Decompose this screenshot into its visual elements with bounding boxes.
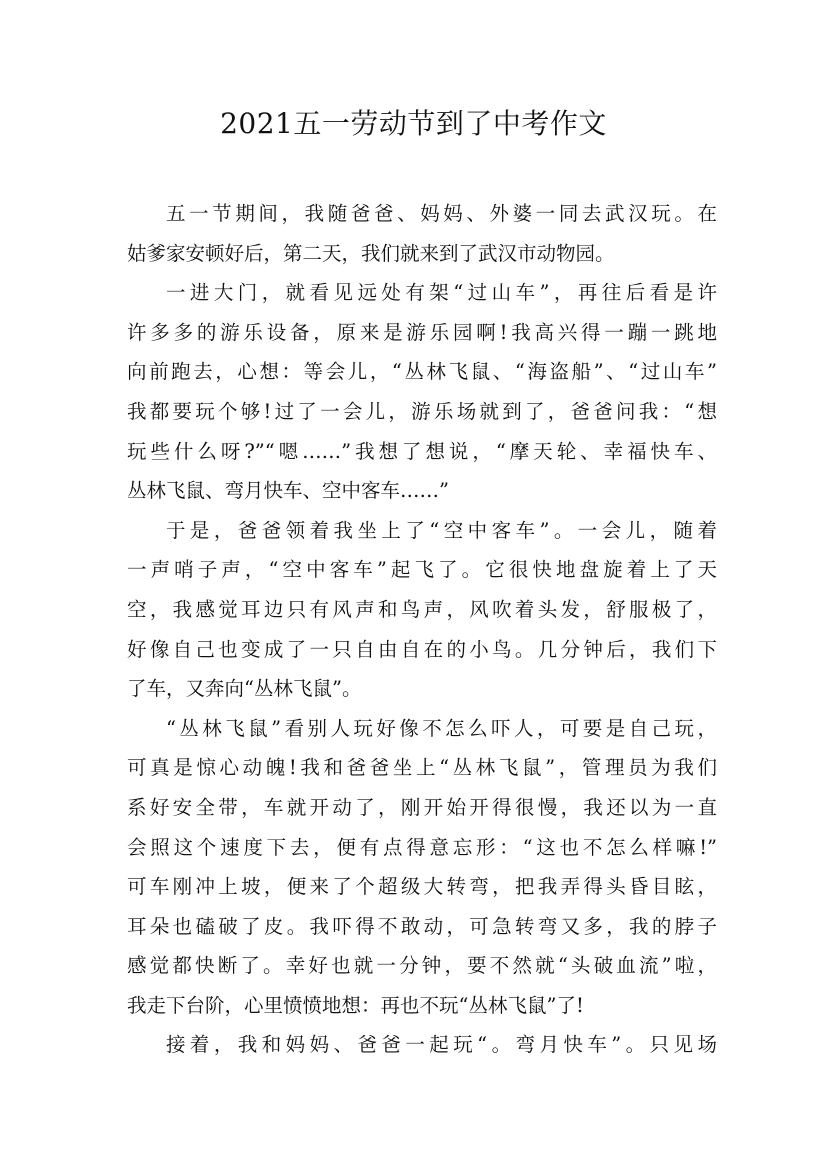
- text-line: 丛林飞鼠、弯月快车、空中客车……”: [127, 479, 449, 503]
- text-line: 了车，又奔向“丛林飞鼠”。: [127, 677, 362, 701]
- text-line: 姑爹家安顿好后，第二天，我们就来到了武汉市动物园。: [127, 241, 615, 265]
- text-line: 五一节期间，我随爸爸、妈妈、外婆一同去武汉玩。在: [166, 202, 717, 225]
- text-line: 许多多的游乐设备，原来是游乐园啊!我高兴得一蹦一跳地: [127, 320, 717, 344]
- text-line: 我走下台阶，心里愤愤地想：再也不玩“丛林飞鼠”了!: [127, 993, 584, 1017]
- text-line: 可真是惊心动魄!我和爸爸坐上“丛林飞鼠”，管理员为我们: [127, 756, 717, 780]
- text-line: 一进大门，就看见远处有架“过山车”，再往后看是许: [166, 281, 717, 305]
- text-line: 可车刚冲上坡，便来了个超级大转弯，把我弄得头昏目眩，: [127, 875, 717, 899]
- text-line: 于是，爸爸领着我坐上了“空中客车”。一会儿，随着: [166, 518, 717, 542]
- document-body: [127, 194, 717, 1065]
- text-line: 向前跑去，心想：等会儿，“丛林飞鼠、“海盗船”、“过山车”: [127, 360, 717, 384]
- document-title: 2021五一劳动节到了中考作文: [220, 107, 607, 140]
- text-line: 会照这个速度下去，便有点得意忘形：“这也不怎么样嘛!”: [127, 835, 717, 859]
- text-line: 接着，我和妈妈、爸爸一起玩“。弯月快车”。只见场: [166, 1033, 717, 1057]
- text-line: 感觉都快断了。幸好也就一分钟，要不然就“头破血流”啦，: [127, 954, 717, 978]
- text-line: 系好安全带，车就开动了，刚开始开得很慢，我还以为一直: [127, 795, 717, 819]
- text-line: 耳朵也磕破了皮。我吓得不敢动，可急转弯又多，我的脖子: [127, 914, 717, 938]
- text-line: 空，我感觉耳边只有风声和鸟声，风吹着头发，舒服极了，: [127, 597, 717, 621]
- text-line: 好像自己也变成了一只自由自在的小鸟。几分钟后，我们下: [127, 637, 717, 661]
- text-line: 我都要玩个够!过了一会儿，游乐场就到了，爸爸问我：“想: [127, 399, 717, 423]
- text-line: “丛林飞鼠”看别人玩好像不怎么吓人，可要是自己玩，: [166, 716, 717, 740]
- text-line: 一声哨子声，“空中客车”起飞了。它很快地盘旋着上了天: [127, 558, 717, 582]
- text-line: 玩些什么呀?”“嗯……”我想了想说，“摩天轮、幸福快车、: [127, 439, 717, 463]
